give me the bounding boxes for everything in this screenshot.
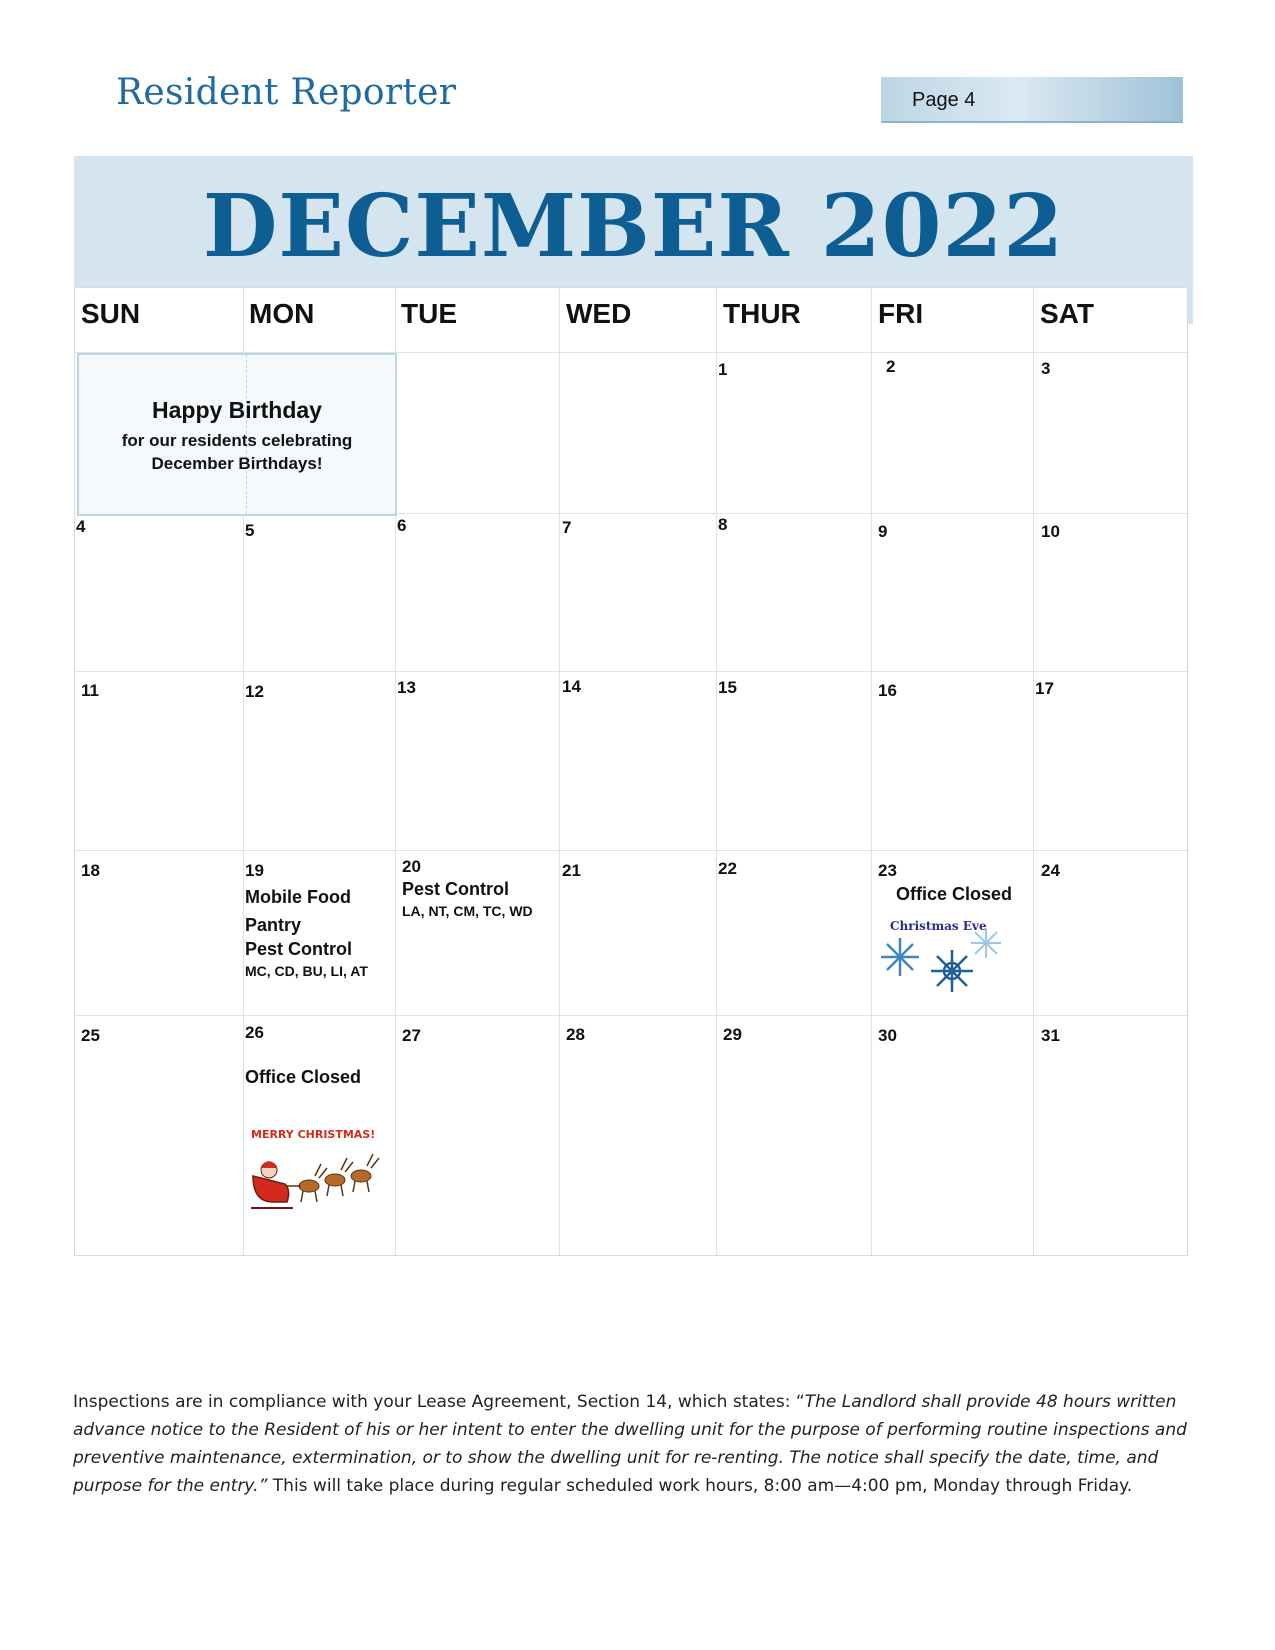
day-number: 15 (718, 678, 737, 697)
page-number-tab (881, 77, 1183, 123)
day-number: 18 (81, 861, 100, 880)
snowflake-icon (881, 938, 919, 976)
event-mobile-food-line1: Mobile Food (245, 887, 351, 907)
day-number: 14 (562, 677, 581, 696)
weekday-tue: TUE (401, 298, 457, 329)
day-number: 19 (245, 861, 264, 880)
birthday-title: Happy Birthday (152, 397, 322, 423)
event-mobile-food-line2: Pantry (245, 915, 302, 935)
day-number: 8 (718, 515, 728, 534)
event-pest-control-19: Pest Control (245, 939, 353, 959)
inspection-notice (73, 1388, 1191, 1500)
notice-outro: This will take place during regular scheduled work hours, 8:00 am—4:00 pm, Monday through Friday. (267, 1476, 1133, 1496)
grid-line (871, 288, 872, 1255)
weekday-sat: SAT (1040, 298, 1094, 329)
day-number: 24 (1041, 861, 1060, 880)
day-number: 20 (402, 857, 421, 876)
day-number: 1 (718, 360, 728, 379)
snowflake-icon (971, 928, 1001, 958)
birthday-line-2: December Birthdays! (151, 454, 323, 473)
merry-christmas-caption: MERRY CHRISTMAS! (251, 1128, 376, 1141)
day-number: 13 (397, 678, 416, 697)
day-number: 17 (1035, 679, 1054, 698)
weekday-wed: WED (566, 298, 632, 329)
weekday-sun: SUN (81, 298, 141, 329)
grid-line (1033, 288, 1034, 1255)
grid-line (716, 288, 717, 1255)
day-number: 12 (245, 682, 264, 701)
day-number: 6 (397, 516, 407, 535)
day-number: 26 (245, 1023, 264, 1042)
grid-line (75, 671, 1187, 672)
day-number: 21 (562, 861, 581, 880)
day-number: 29 (723, 1025, 742, 1044)
day-number: 2 (886, 357, 896, 376)
snowflake-icon (931, 950, 973, 992)
publication-title: Resident Reporter (116, 72, 457, 113)
christmas-eve-snowflake-image (876, 914, 1008, 994)
day-number: 25 (81, 1026, 100, 1045)
grid-line (75, 850, 1187, 851)
day-number: 7 (562, 518, 572, 537)
grid-line (559, 288, 560, 1255)
event-units-20: LA, NT, CM, TC, WD (402, 903, 533, 919)
day-number: 28 (566, 1025, 585, 1044)
notice-quote: The Landlord shall provide 48 hours written advance notice to the Resident of his or her intent to enter the dwelling unit for the purpose of performing routine inspections and preventive maintenance, extermination, or to show the dwelling unit for re-renting. The notice shall specify the date, time, and purpose for the entry.” (73, 1392, 1187, 1496)
month-title: DECEMBER 2022 (202, 176, 1065, 277)
weekday-fri: FRI (878, 298, 924, 329)
notice-intro: Inspections are in compliance with your Lease Agreement, Section 14, which states: “ (73, 1392, 805, 1412)
reindeer-icon (299, 1170, 371, 1192)
calendar-grid (74, 287, 1188, 1256)
day-number: 11 (81, 681, 99, 700)
day-number: 4 (76, 517, 86, 536)
day-number: 23 (878, 861, 897, 880)
day-number: 10 (1041, 522, 1060, 541)
grid-line (75, 1015, 1187, 1016)
event-office-closed-23: Office Closed (896, 884, 1013, 904)
day-number: 22 (718, 859, 737, 878)
sleigh-icon (253, 1176, 289, 1202)
weekday-mon: MON (249, 298, 315, 329)
christmas-eve-caption: Christmas Eve (890, 919, 987, 933)
event-pest-control-20: Pest Control (402, 879, 510, 899)
day-number: 27 (402, 1026, 421, 1045)
event-units-19: MC, CD, BU, LI, AT (245, 963, 368, 979)
day-number: 31 (1041, 1026, 1060, 1045)
weekday-thur: THUR (723, 298, 801, 329)
day-number: 30 (878, 1026, 897, 1045)
birthday-notice (77, 353, 397, 516)
day-number: 3 (1041, 359, 1051, 378)
merry-christmas-sleigh-image (247, 1124, 381, 1216)
day-number: 16 (878, 681, 897, 700)
day-number: 5 (245, 521, 255, 540)
day-number: 9 (878, 522, 888, 541)
event-office-closed-26: Office Closed (245, 1067, 362, 1087)
birthday-line-1: for our residents celebrating (121, 431, 353, 450)
page-number-label: Page 4 (912, 89, 976, 111)
